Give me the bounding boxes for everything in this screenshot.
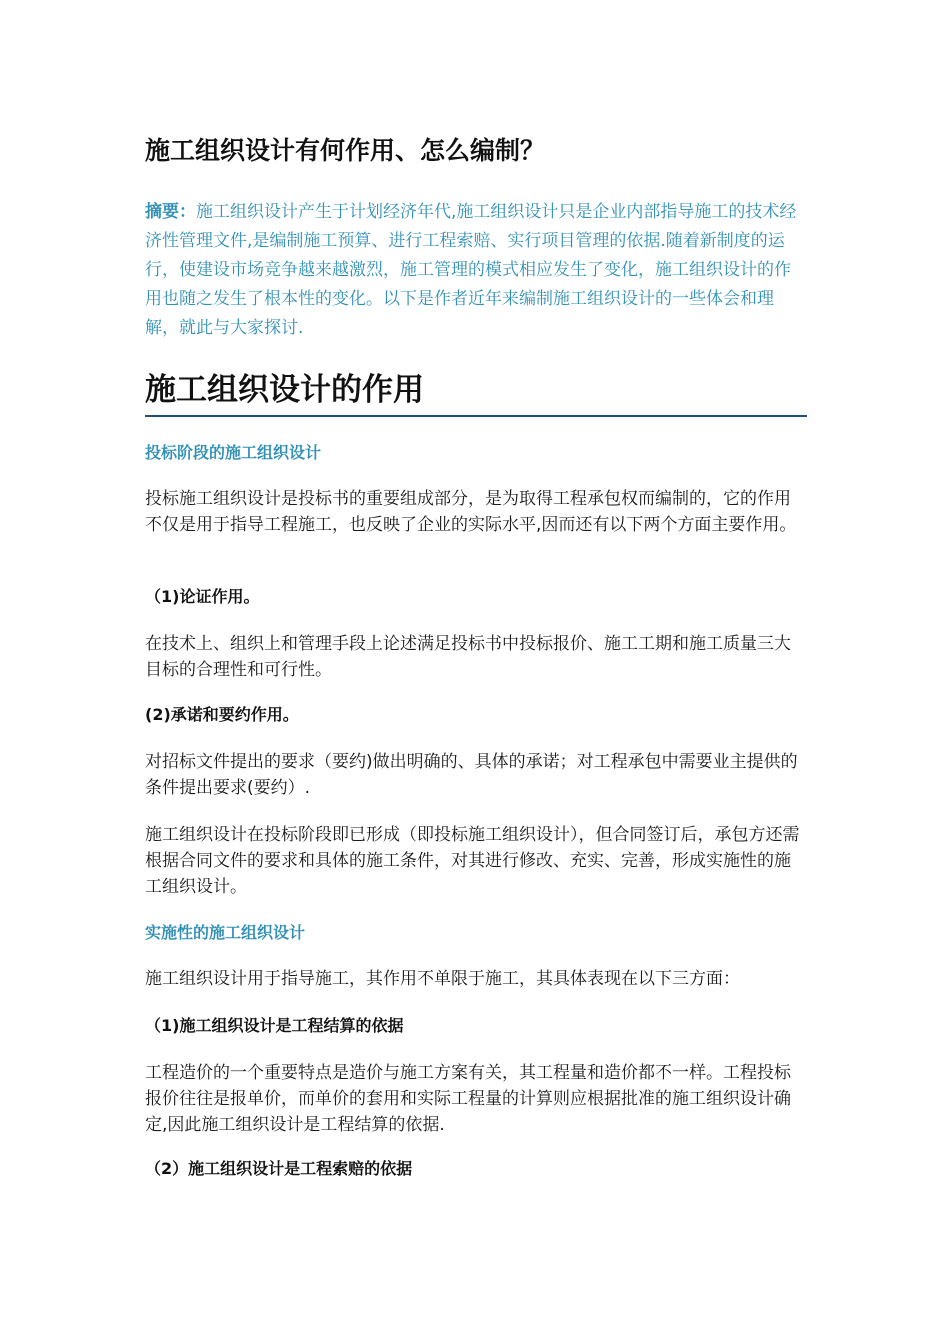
bid-item2-heading: (2)承诺和要约作用。 [145, 705, 299, 724]
subheading-bid-stage: 投标阶段的施工组织设计 [145, 443, 322, 462]
abstract-text: 施工组织设计产生于计划经济年代,施工组织设计只是企业内部指导施工的技术经济性管理文件,是编制施工预算、进行工程索赔、实行项目管理的依据.随着新制度的运行，使建设市场竞争越来越激烈，施工管理的模式相应发生了变化，施工组织设计的作用也随之发生了根本性的变化。以下是作者近年来编制施工组织设计的一些体会和理解，就此与大家探讨. [145, 202, 797, 338]
impl-item2-heading: （2）施工组织设计是工程索赔的依据 [145, 1159, 413, 1178]
section-heading-role: 施工组织设计的作用 [145, 369, 807, 417]
document-title: 施工组织设计有何作用、怎么编制？ [145, 136, 546, 165]
impl-item1-heading: （1)施工组织设计是工程结算的依据 [145, 1016, 404, 1035]
abstract-label: 摘要： [145, 202, 196, 222]
impl-stage-intro: 施工组织设计用于指导施工，其作用不单限于施工，其具体表现在以下三方面： [145, 969, 740, 989]
subheading-impl-stage: 实施性的施工组织设计 [145, 923, 306, 942]
bid-item2-text: 对招标文件提出的要求（要约)做出明确的、具体的承诺；对工程承包中需要业主提供的条件提出要求(要约）. [145, 752, 798, 798]
bid-stage-closing: 施工组织设计在投标阶段即已形成（即投标施工组织设计），但合同签订后，承包方还需根据合同文件的要求和具体的施工条件，对其进行修改、充实、完善，形成实施性的施工组织设计。 [145, 825, 800, 897]
bid-item1-text: 在技术上、组织上和管理手段上论述满足投标书中投标报价、施工工期和施工质量三大目标的合理性和可行性。 [145, 634, 791, 680]
bid-item1-heading: （1)论证作用。 [145, 587, 260, 606]
abstract-paragraph [145, 198, 807, 343]
bid-stage-intro: 投标施工组织设计是投标书的重要组成部分，是为取得工程承包权而编制的，它的作用不仅是用于指导工程施工，也反映了企业的实际水平,因而还有以下两个方面主要作用。 [145, 489, 797, 535]
impl-item1-text: 工程造价的一个重要特点是造价与施工方案有关，其工程量和造价都不一样。工程投标报价往往是报单价，而单价的套用和实际工程量的计算则应根据批准的施工组织设计确定,因此施工组织设计是工程结算的依据. [145, 1063, 791, 1135]
